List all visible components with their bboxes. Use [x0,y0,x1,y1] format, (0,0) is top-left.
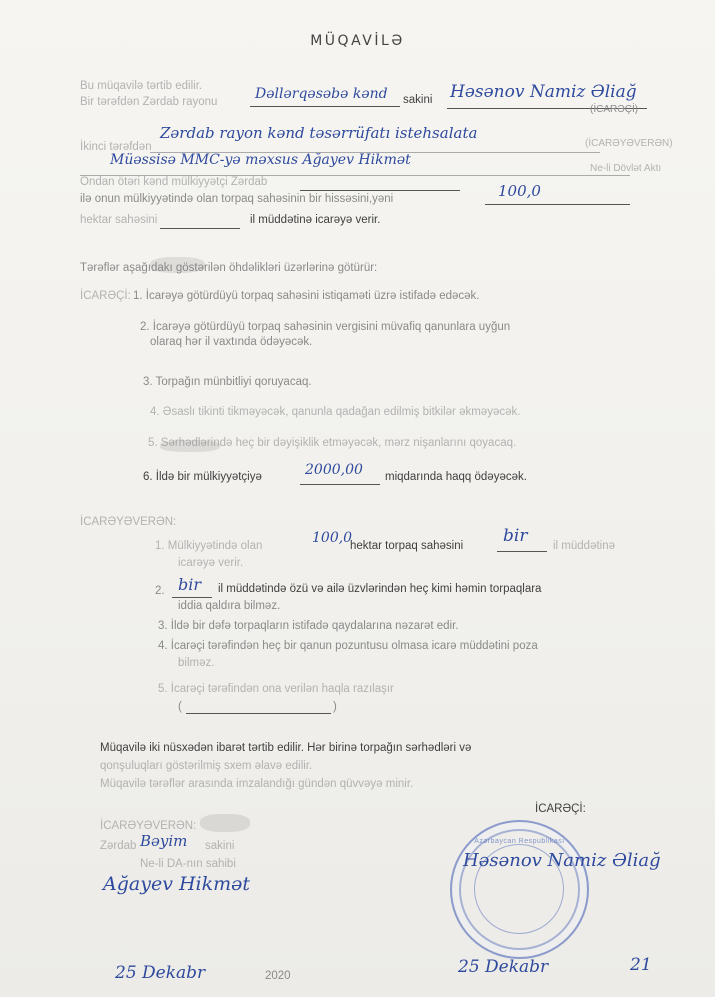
closing-line-3: Müqavilə tərəflər arasında imzalandığı gündən qüvvəyə minir. [100,778,414,790]
blank-line [485,204,630,205]
handwritten-tenant-signature: Həsənov Namiz Əliağ [463,850,661,871]
tenant-item-1: 1. İcarəyə götürdüyü torpaq sahəsini istiqaməti üzrə istifadə edəcək. [133,290,480,302]
handwritten-organization: Zərdab rayon kənd təsərrüfatı istehsalata [160,124,478,142]
handwritten-term-2: bir [178,575,202,594]
lessor-role-label: (İCARƏYƏVERƏN) [585,138,673,149]
handwritten-term-1: bir [503,526,528,546]
lessor-item-1-prefix: 1. Mülkiyyətində olan [155,540,263,552]
lessor-item-1-suffix: il müddətinə [553,540,616,552]
tenant-item-4: 4. Əsaslı tikinti tikməyəcək, qanunla qadağan edilmiş bitkilər əkməyəcək. [150,406,521,418]
handwritten-date-left: 25 Dekabr [115,963,206,983]
lessor-item-5: 5. İcarəçi tərəfindən ona verilən haqla razılaşır [158,683,394,695]
tenant-item-6-suffix: miqdarında haqq ödəyəcək. [385,471,527,483]
stamp-text: Azərbaycan Respublikası [474,838,565,845]
handwritten-area: 100,0 [498,182,541,200]
tenant-heading: İCARƏÇİ: [80,290,131,302]
intro-line-7-suffix: il müddətinə icarəyə verir. [250,214,381,226]
tenant-role-label: (İCARƏÇİ) [590,104,639,115]
handwritten-lessor-signature: Ağayev Hikmət [103,873,251,895]
lessor-sig-line-2: Ne-li DA-nın sahibi [140,858,236,870]
document-title: MÜQAVİLƏ [310,33,405,49]
handwritten-payment: 2000,00 [305,462,363,478]
blank-line [186,713,331,714]
lessor-item-1-cont: icarəyə verir. [178,557,244,569]
closing-line-2: qonşuluqları göstərilmiş sxem əlavə edilir. [100,760,313,772]
lessor-item-1-mid: hektar torpaq sahəsini [350,540,464,552]
blank-line [497,551,547,552]
tenant-signature-label: İCARƏÇİ: [535,803,586,815]
intro-line-6-prefix: ilə onun mülkiyyətində olan torpaq sahəsinin bir hissəsini,yəni [80,193,394,205]
intro-line-2-prefix: Bir tərəfdən Zərdab rayonu [80,96,218,108]
lessor-item-4: 4. İcarəçi tərəfindən heç bir qanun pozuntusu olmasa icarə müddətini poza [158,640,538,652]
smudge [160,440,220,452]
lessor-sig-line-1-suffix: sakini [205,840,235,852]
intro-line-3-prefix: İkinci tərəfdən [80,141,152,153]
lessor-item-3: 3. İldə bir dəfə torpaqların istifadə qaydalarına nəzarət edir. [158,620,459,632]
lessor-item-5-open: ( [178,701,182,713]
tenant-item-5: 5. Sərhədlərində heç bir dəyişiklik etməyəcək, mərz nişanlarını qoyacaq. [148,437,517,449]
intro-line-7-prefix: hektar sahəsini [80,214,158,226]
lessor-item-2-num: 2. [155,585,165,597]
date-left-year: 2020 [265,970,291,982]
lessor-signature-label: İCARƏYƏVERƏN: [100,820,197,832]
handwritten-lessor-area: 100,0 [312,530,353,546]
intro-line-2-mid: sakini [403,94,433,106]
tenant-item-3: 3. Torpağın münbitliyi qoruyacaq. [143,376,312,388]
blank-line [160,228,240,229]
smudge [200,814,250,832]
intro-line-5-suffix: Ne-li Dövlət Aktı [590,163,662,174]
official-stamp [450,820,589,959]
blank-line [172,597,212,598]
lessor-sig-line-1-prefix: Zərdab [100,840,137,852]
handwritten-tenant-name: Həsənov Namiz Əliağ [450,82,637,102]
blank-line [250,106,400,107]
tenant-item-2: 2. İcarəyə götürdüyü torpaq sahəsinin vergisini müvafiq qanunlara uyğun [140,321,511,333]
lessor-item-2-cont: iddia qaldıra bilməz. [178,600,281,612]
lessor-item-4-cont: bilməz. [178,657,215,669]
closing-line-1: Müqavilə iki nüsxədən ibarət tərtib edilir. Hər birinə torpağın sərhədləri və [100,742,472,754]
handwritten-date-right: 25 Dekabr [458,957,549,977]
blank-line [300,190,460,191]
handwritten-lessor-village: Bəyim [140,832,188,850]
blank-line [300,484,380,485]
lessor-heading: İCARƏYƏVERƏN: [80,516,177,528]
smudge [150,257,205,273]
handwritten-village: Dəllərqəsəbə kənd [255,86,388,102]
tenant-item-2-cont: olaraq hər il vaxtında ödəyəcək. [150,336,313,348]
intro-line-1: Bu müqavilə tərtib edilir. [80,80,203,92]
handwritten-organization-cont: Müəssisə MMC-yə məxsus Ağayev Hikmət [110,152,411,168]
tenant-item-6-prefix: 6. İldə bir mülkiyyətçiyə [143,471,262,483]
obligations-intro: Tərəflər aşağıdakı göstərilən öhdəlikləri üzərlərinə götürür: [80,262,378,274]
lessor-item-2: il müddətində özü və ailə üzvlərindən heç kimi həmin torpaqlara [218,583,542,595]
lessor-item-5-close: ) [333,701,337,713]
intro-line-5-prefix: Ondan ötəri kənd mülkiyyətçi Zərdab [80,176,268,188]
handwritten-date-right-year: 21 [630,955,652,975]
